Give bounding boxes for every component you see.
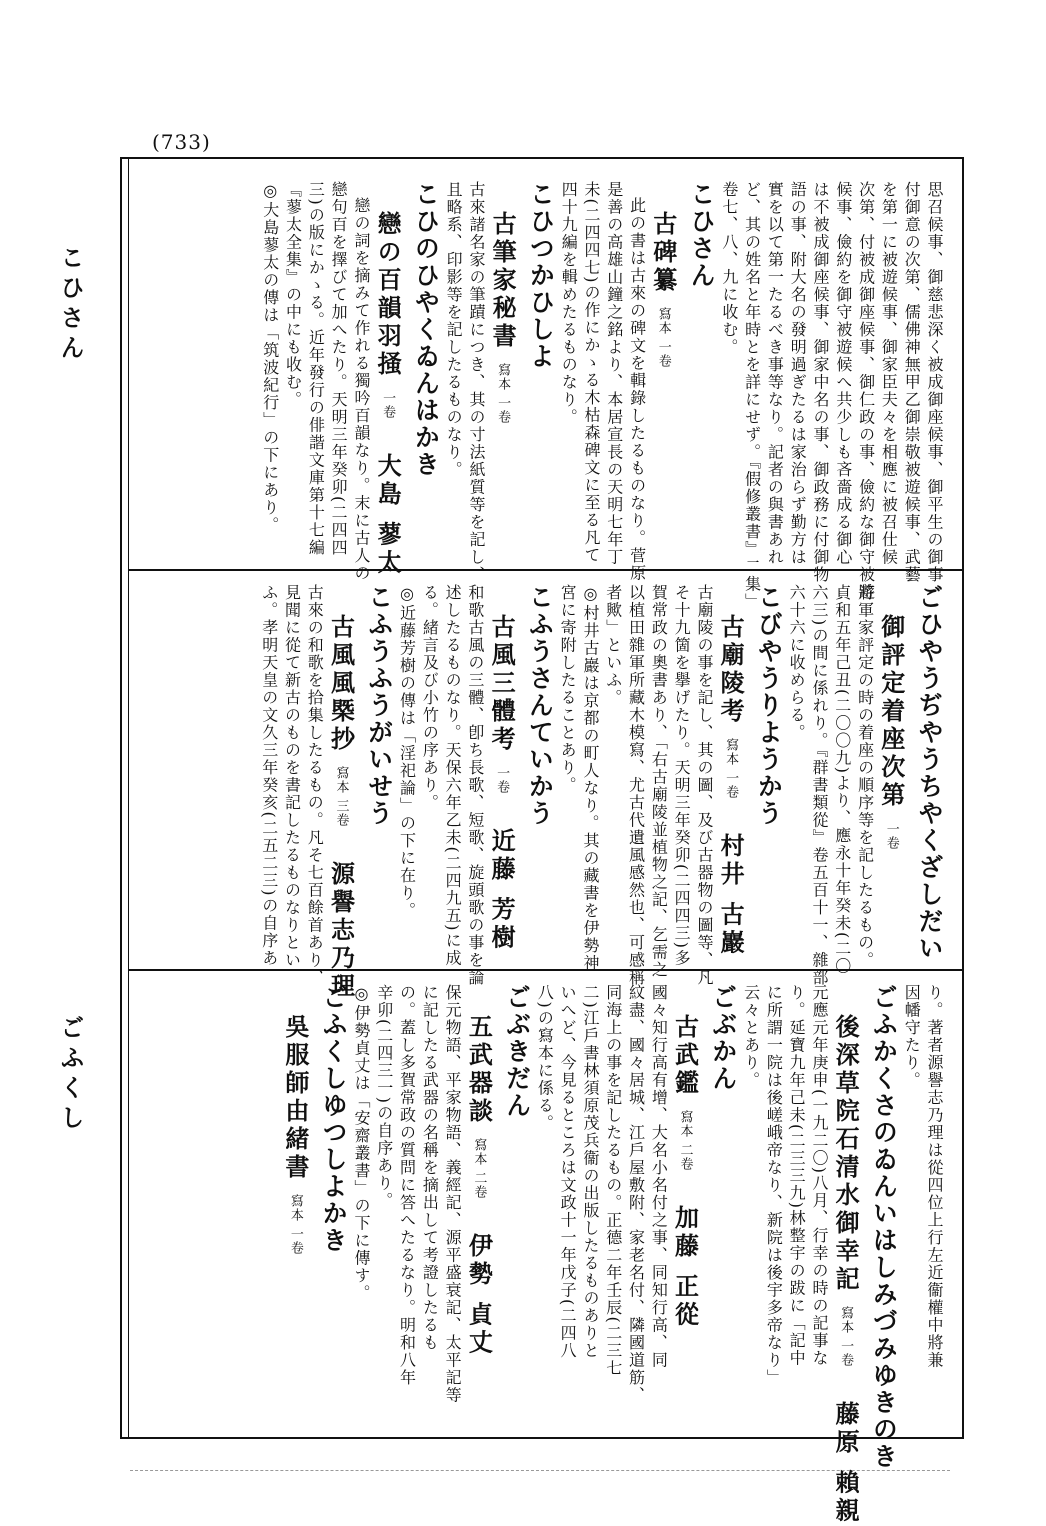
entry-body-line: り。延寶九年己未(二三三九)林整宇の跋に「記中 bbox=[787, 984, 807, 1367]
entry-body-line: 辛卯(二四三一)の自序あり。 bbox=[374, 984, 394, 1210]
entry-body-line: に記したる武器の名稱を摘出して考證したるも bbox=[420, 984, 440, 1352]
continued-text-line: 思召候事、御慈悲深く被成御座候事、御平生の御事 bbox=[925, 181, 944, 584]
entry-title-text: 後深草院石清水御幸記 bbox=[831, 1014, 861, 1294]
entry-body-line: ◎村井古巖は京都の町人なり。其の藏書を伊勢神 bbox=[580, 584, 600, 972]
entry-title bbox=[876, 584, 906, 850]
entry-body-line: 戀句百を擇びて加へたり。天明三年癸卯(二四四 bbox=[329, 181, 349, 557]
entry-title-text: 古筆家秘書 bbox=[488, 211, 518, 351]
page-bottom-rule bbox=[130, 1470, 950, 1471]
entry-meta: 寫本 二卷 bbox=[471, 1138, 487, 1200]
entry-body-line: 且略系、印影等を記したるものなり。 bbox=[444, 181, 464, 479]
entry-body-line: 六三)の間に係れり。『群書類從』卷五百十一、雜部 bbox=[809, 584, 829, 987]
continued-text-line: は不被成御座候事、御家中名の事、御政務に付御物 bbox=[811, 181, 831, 584]
entry-body-line: 和歌古風の三體、卽ち長歌、短歌、旋頭歌の事を論 bbox=[465, 584, 485, 987]
entry-body-line: 古廟陵の事を記し、其の圖、及び古器物の圖等、凡 bbox=[694, 584, 714, 987]
entry-title bbox=[488, 181, 518, 425]
middle-band bbox=[259, 584, 944, 1002]
continued-text-line: 因幡守たり。 bbox=[902, 984, 922, 1089]
entry-title-text: 古武鑑 bbox=[670, 1014, 700, 1098]
entry-title-text: 古碑纂 bbox=[648, 211, 678, 295]
entry-body-line: ふ。孝明天皇の文久三年癸亥(二五二三)の自序あ bbox=[259, 584, 279, 967]
entry-body-line: 古來の和歌を拾集したるもの。凡そ七百餘首あり、 bbox=[305, 584, 325, 987]
entry-body-line: そ十九箇を擧げたり。天明三年癸卯(二四四三)多 bbox=[672, 584, 692, 967]
entry-reading-heading: こひのひやくゐんはかき bbox=[411, 181, 441, 478]
entry-title-text: 吳服師由緒書 bbox=[280, 1014, 310, 1182]
entry-body-line: ◎大島蓼太の傳は「筑波紀行」の下にあり。 bbox=[260, 181, 280, 534]
continued-text-line: ど、其の姓名と年時とを詳にせず。『假修叢書』二集」 bbox=[742, 181, 762, 611]
entry-title-text: 御評定着座次第 bbox=[876, 614, 906, 810]
entry-body-line: 將軍家評定の時の着座の順序等を記したるもの。 bbox=[855, 584, 875, 969]
continued-text-line: 卷七、八、九に收む。 bbox=[719, 181, 739, 356]
continued-text-line: 付御意の次第、儒佛神無甲乙御崇敬被遊候事、武藝 bbox=[902, 181, 922, 584]
entry-body-line: ◎伊勢貞丈は「安齋叢書」の下に傳す。 bbox=[351, 984, 371, 1302]
entry-author: 加藤 正從 bbox=[670, 1205, 700, 1330]
entry-body-line: る。緒言及び小竹の序あり。 bbox=[420, 584, 440, 812]
entry-title-text: 戀の百韻羽掻 bbox=[373, 211, 403, 379]
entry-body-line: 賀常政の奧書あり、「右古廟陵並植物之記、乞需之 bbox=[649, 584, 669, 979]
entry-title bbox=[464, 984, 494, 1358]
entry-meta: 寫本 三卷 bbox=[333, 766, 349, 828]
entry-body-line: 保元物語、平家物語、義經記、源平盛衰記、太平記等 bbox=[443, 984, 463, 1404]
continued-text-line: り。著者源譽志乃理は從四位上行左近衞權中將兼 bbox=[925, 984, 944, 1369]
entry-reading-heading: ごふくしゆつしよかき bbox=[319, 984, 349, 1254]
entry-title-text: 古廟陵考 bbox=[716, 614, 746, 726]
continued-text-line: 候事、儉約を御守被遊候へ共少しも吝嗇成る御心 bbox=[833, 181, 853, 566]
entry-title bbox=[831, 984, 861, 1526]
entry-body-line: 以植田雜軍所藏木模寫、尤古代遺風感然也、可感稱 bbox=[626, 584, 646, 987]
entry-author: 伊勢 貞丈 bbox=[464, 1233, 494, 1358]
entry-body-line: 古來諸名家の筆蹟につき、其の寸法紙質等を記し、 bbox=[466, 181, 486, 584]
entry-body-line: 述したるものなり。天保六年乙未(二四九五)に成 bbox=[443, 584, 463, 967]
frame-inner-rule bbox=[128, 159, 129, 1437]
entry-meta: 寫本 一卷 bbox=[287, 1194, 303, 1256]
entry-reading-heading: こひつかひしよ bbox=[526, 181, 556, 370]
entry-body-line: 戀の詞を摘みて作れる獨吟百韻なり。末に古人の bbox=[351, 197, 371, 582]
entry-reading-heading: ごぶきだん bbox=[502, 984, 532, 1119]
band-divider-upper bbox=[128, 569, 962, 571]
entry-reading-heading: ごふかくさのゐんいはしみづみゆきのき bbox=[869, 984, 899, 1470]
entry-body-line: 紋盡、國々居城、江戶屋敷附、家老名付、隣國道筋、 bbox=[626, 984, 646, 1404]
entry-author: 藤原 賴親 bbox=[831, 1401, 861, 1526]
running-head-lower: ごふくし bbox=[56, 1015, 85, 1135]
entry-body-line: に所謂一院は後嵯峨帝なり、新院は後宇多帝なり」 bbox=[764, 984, 784, 1387]
entry-author: 村井 古巖 bbox=[716, 833, 746, 958]
entry-reading-heading: こふうふうがいせう bbox=[364, 584, 394, 827]
bottom-band bbox=[280, 984, 944, 1526]
entry-meta: 寫本 一卷 bbox=[838, 1306, 854, 1368]
page-number: (733) bbox=[152, 130, 211, 154]
entry-meta: 寫本 二卷 bbox=[677, 1110, 693, 1172]
entry-body-line: 六十六に收めらる。 bbox=[787, 584, 807, 742]
entry-title bbox=[670, 984, 700, 1330]
entry-body-line: の。蓋し多賀常政の質問に答へたるなり。明和八年 bbox=[397, 984, 417, 1387]
entry-title bbox=[280, 984, 310, 1256]
entry-meta: 寫本 一卷 bbox=[495, 363, 511, 425]
entry-title bbox=[326, 584, 356, 1002]
entry-body-line: 云々とあり。 bbox=[741, 984, 761, 1089]
entry-meta: 一卷 bbox=[380, 391, 396, 419]
entry-title bbox=[487, 584, 517, 953]
continued-text-line: を第一に被遊候事、御家臣夫々を相應に被召仕候 bbox=[879, 181, 899, 566]
entry-body-line: 『蓼太全集』の中にも收む。 bbox=[283, 181, 303, 409]
continued-text-line: 次第、付被成御座候事、御仁政の事、儉約な御守被遊 bbox=[856, 181, 876, 601]
top-band bbox=[260, 181, 944, 611]
entry-author: 源譽志乃理 bbox=[326, 861, 356, 1002]
entry-meta: 一卷 bbox=[494, 766, 510, 794]
entry-title-text: 古風三體考 bbox=[487, 614, 517, 754]
entry-body-line: 貞和五年己丑(二〇〇九)より、應永十年癸未(二〇 bbox=[832, 584, 852, 975]
entry-reading-heading: こひさん bbox=[687, 181, 717, 289]
entry-body-line: ◎近藤芳樹の傳は「淫祀論」の下に在り。 bbox=[397, 584, 417, 920]
running-head-upper: こひさん bbox=[56, 245, 85, 365]
entry-body-line: 同海上の事を記したるもの。正德二年壬辰(二三七 bbox=[603, 984, 623, 1377]
entry-body-line: 宮に寄附したることあり。 bbox=[558, 584, 578, 794]
continued-text-line: 語の事、附大名の發明過ぎたるは家治らず勤方は bbox=[788, 181, 808, 566]
entry-reading-heading: こびやうりようかう bbox=[754, 584, 784, 827]
entry-title-text: 五武器談 bbox=[464, 1014, 494, 1126]
continued-text-line: 實を以て第一たるべき事等なり。記者の與書あれ bbox=[765, 181, 785, 566]
entry-title bbox=[648, 181, 678, 369]
entry-body-line: 元應元年庚申(一九二〇)八月、行幸の時の記事な bbox=[809, 984, 829, 1367]
entry-body-line: 未(二四四七)の作にかゝる木枯森碑文に至る凡て bbox=[582, 181, 601, 564]
entry-body-line: 此の書は古來の碑文を輯錄したるものなり。菅原 bbox=[627, 197, 647, 582]
entry-author: 近藤 芳樹 bbox=[487, 828, 517, 953]
entry-body-line: 八)の寫本に係る。 bbox=[535, 984, 555, 1132]
entry-title-text: 古風風槩抄 bbox=[326, 614, 356, 754]
entry-body-line: 二)江戶書林須原茂兵衞の出版したるものありと bbox=[580, 984, 600, 1360]
entry-body-line: 三)の版にかゝる。近年發行の俳諧文庫第十七編 bbox=[306, 181, 326, 557]
entry-meta: 寫本 一卷 bbox=[655, 307, 671, 369]
entry-body-line: 四十九編を輯めたるものなり。 bbox=[559, 181, 579, 426]
entry-reading-heading: こふうさんていかう bbox=[525, 584, 555, 827]
entry-body-line: 國々知行高有增、大名小名付之事、同知行高、同 bbox=[649, 984, 669, 1369]
entry-meta: 寫本 一卷 bbox=[723, 738, 739, 800]
entry-reading-heading: ごひやうぢやうちやくざしだい bbox=[915, 584, 944, 962]
entry-body-line: 者歟」といふ。 bbox=[603, 584, 623, 707]
entry-author: 大島 蓼太 bbox=[373, 453, 403, 578]
entry-body-line: いへど、今見るところは文政十一年戊子(二四八 bbox=[558, 984, 578, 1360]
entry-body-line: 是善の高雄山鐘之銘より、本居宣長の天明七年丁 bbox=[604, 181, 624, 566]
entry-meta: 一卷 bbox=[883, 822, 899, 850]
entry-body-line: 見聞に從て新古のものを書記したるものなりとい bbox=[282, 584, 302, 969]
entry-title bbox=[373, 181, 403, 578]
page-frame bbox=[120, 157, 964, 1526]
entry-title bbox=[716, 584, 746, 958]
entry-reading-heading: ごぶかん bbox=[708, 984, 738, 1092]
